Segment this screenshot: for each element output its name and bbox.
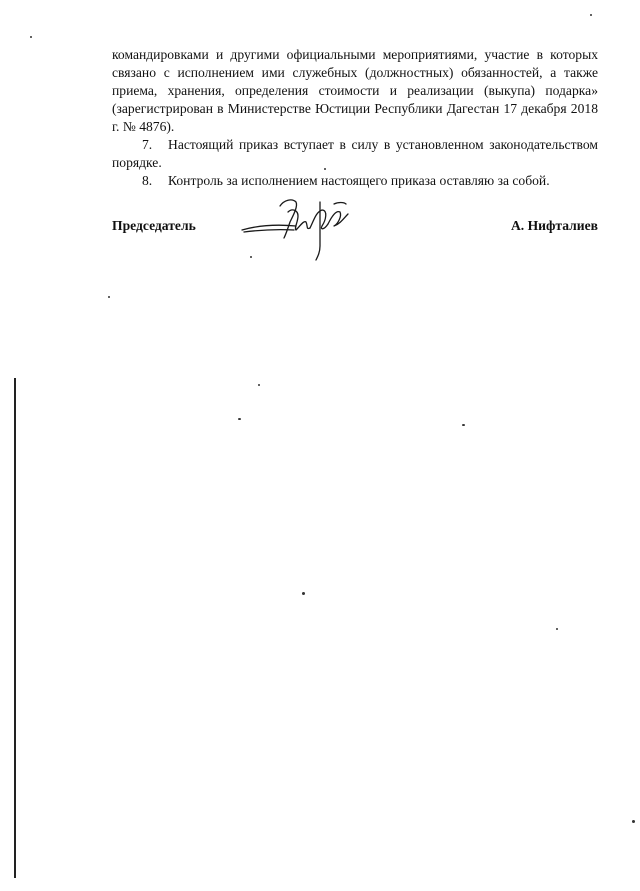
paragraph-number: 7. [142, 137, 153, 152]
signatory-name: А. Нифталиев [510, 218, 598, 233]
scan-border-line [14, 378, 16, 878]
paragraph-text: Настоящий приказ вступает в силу в установленном законодательством порядке. [112, 137, 598, 170]
signatory-title: Председатель [112, 218, 196, 233]
scan-speck [462, 424, 465, 426]
scan-speck [238, 418, 241, 420]
scan-speck [30, 36, 32, 38]
scan-speck [250, 256, 252, 258]
handwritten-signature-icon [236, 190, 356, 270]
paragraph-continuation [112, 46, 598, 136]
scan-speck [556, 628, 558, 630]
scan-speck [632, 820, 635, 823]
paragraph-number: 8. [142, 173, 153, 188]
paragraph-text: командировками и другими официальными мероприятиями, участие в которых связано с исполнением ими служебных (должностных) обязанностей, а также приема, хранения, определения стоимости и реализации (выкупа) подарка» (зарегистрирован в Министерстве Юстиции Республики Дагестан 17 декабря 2018 г. № 4876). [112, 47, 598, 134]
scan-speck [108, 296, 110, 298]
scan-speck [302, 592, 305, 595]
document-body [112, 46, 598, 190]
scan-speck [324, 168, 326, 170]
scan-speck [590, 14, 592, 16]
paragraph-7 [112, 136, 598, 172]
paragraph-text: Контроль за исполнением настоящего приказа оставляю за собой. [168, 173, 550, 188]
scan-speck [258, 384, 260, 386]
paragraph-8 [112, 172, 598, 190]
